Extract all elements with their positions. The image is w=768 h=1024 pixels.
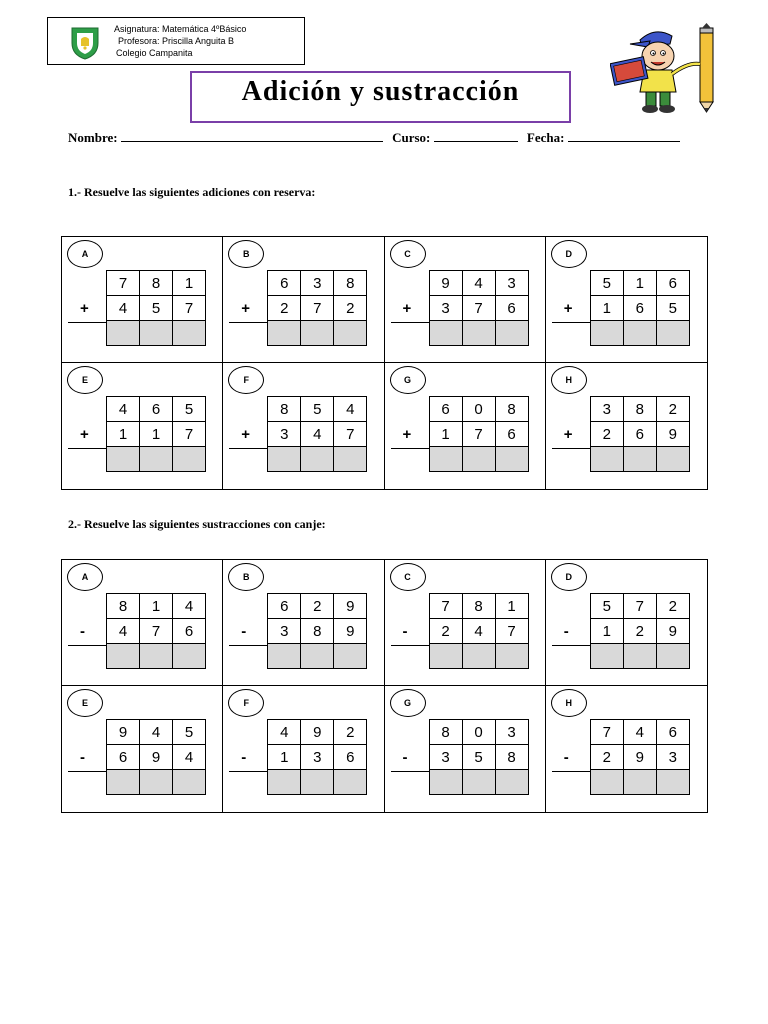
operator-sign: - bbox=[402, 623, 408, 640]
problem-cell bbox=[385, 560, 546, 686]
answer-cell[interactable] bbox=[495, 644, 528, 669]
top-number-row bbox=[107, 271, 206, 296]
answer-row bbox=[590, 321, 689, 346]
name-field[interactable] bbox=[121, 130, 383, 142]
answer-cell[interactable] bbox=[140, 321, 173, 346]
problem-letter: H bbox=[551, 366, 587, 394]
problem-letter: C bbox=[390, 563, 426, 591]
problem-letter: A bbox=[67, 563, 103, 591]
digit-cell: 0 bbox=[462, 397, 495, 422]
answer-cell[interactable] bbox=[429, 644, 462, 669]
digit-cell: 2 bbox=[301, 594, 334, 619]
digit-cell: 7 bbox=[107, 271, 140, 296]
result-line bbox=[68, 771, 106, 772]
digit-cell: 4 bbox=[462, 271, 495, 296]
digit-cell: 9 bbox=[656, 619, 689, 644]
problem-letter: E bbox=[67, 689, 103, 717]
digit-cell: 2 bbox=[656, 594, 689, 619]
answer-cell[interactable] bbox=[301, 321, 334, 346]
digit-cell: 8 bbox=[495, 745, 528, 770]
bottom-number-row bbox=[590, 745, 689, 770]
answer-row bbox=[429, 447, 528, 472]
answer-cell[interactable] bbox=[173, 447, 206, 472]
digit-cell: 5 bbox=[590, 594, 623, 619]
digit-cell: 3 bbox=[268, 619, 301, 644]
digit-cell: 6 bbox=[656, 720, 689, 745]
digit-cell: 1 bbox=[623, 271, 656, 296]
student-pencil-icon bbox=[610, 22, 725, 114]
problem-cell bbox=[546, 363, 707, 489]
digit-cell: 1 bbox=[495, 594, 528, 619]
school-label: Colegio Campanita bbox=[116, 48, 193, 58]
answer-cell[interactable] bbox=[268, 770, 301, 795]
student-info-row bbox=[68, 130, 686, 146]
operator-sign: - bbox=[563, 623, 569, 640]
digit-table bbox=[429, 593, 529, 669]
digit-cell: 7 bbox=[429, 594, 462, 619]
answer-row bbox=[268, 321, 367, 346]
result-line bbox=[552, 645, 590, 646]
digit-cell: 2 bbox=[656, 397, 689, 422]
result-line bbox=[229, 448, 267, 449]
digit-cell: 7 bbox=[495, 619, 528, 644]
result-line bbox=[552, 771, 590, 772]
digit-table bbox=[106, 593, 206, 669]
digit-table bbox=[590, 396, 690, 472]
answer-cell[interactable] bbox=[462, 447, 495, 472]
result-line bbox=[68, 322, 106, 323]
school-crest-icon bbox=[68, 25, 102, 61]
answer-cell[interactable] bbox=[495, 321, 528, 346]
teacher-label: Profesora: Priscilla Anguita B bbox=[118, 36, 235, 46]
bottom-number-row bbox=[107, 296, 206, 321]
operator-sign: + bbox=[563, 300, 573, 317]
digit-cell: 7 bbox=[462, 296, 495, 321]
answer-cell[interactable] bbox=[495, 447, 528, 472]
digit-cell: 3 bbox=[301, 271, 334, 296]
result-line bbox=[391, 771, 429, 772]
problem-letter: G bbox=[390, 689, 426, 717]
problem-letter: G bbox=[390, 366, 426, 394]
bottom-number-row bbox=[429, 422, 528, 447]
digit-cell: 5 bbox=[301, 397, 334, 422]
result-line bbox=[229, 645, 267, 646]
result-line bbox=[391, 322, 429, 323]
answer-cell[interactable] bbox=[334, 321, 367, 346]
result-line bbox=[68, 448, 106, 449]
result-line bbox=[391, 448, 429, 449]
digit-table bbox=[429, 270, 529, 346]
top-number-row bbox=[268, 397, 367, 422]
answer-cell[interactable] bbox=[301, 644, 334, 669]
digit-cell: 3 bbox=[495, 720, 528, 745]
answer-cell[interactable] bbox=[623, 644, 656, 669]
digit-table bbox=[590, 593, 690, 669]
top-number-row bbox=[429, 397, 528, 422]
digit-table bbox=[267, 396, 367, 472]
top-number-row bbox=[590, 271, 689, 296]
answer-row bbox=[429, 321, 528, 346]
answer-cell[interactable] bbox=[656, 770, 689, 795]
bottom-number-row bbox=[107, 745, 206, 770]
top-number-row bbox=[590, 720, 689, 745]
bottom-number-row bbox=[268, 296, 367, 321]
top-number-row bbox=[268, 271, 367, 296]
digit-cell: 6 bbox=[623, 296, 656, 321]
digit-table bbox=[267, 719, 367, 795]
problem-cell bbox=[223, 560, 384, 686]
digit-cell: 5 bbox=[656, 296, 689, 321]
problem-letter: D bbox=[551, 563, 587, 591]
digit-cell: 8 bbox=[623, 397, 656, 422]
digit-cell: 4 bbox=[107, 296, 140, 321]
digit-cell: 9 bbox=[334, 594, 367, 619]
operator-sign: - bbox=[563, 749, 569, 766]
digit-cell: 5 bbox=[590, 271, 623, 296]
answer-row bbox=[268, 447, 367, 472]
digit-cell: 7 bbox=[623, 594, 656, 619]
answer-cell[interactable] bbox=[301, 770, 334, 795]
answer-row bbox=[590, 447, 689, 472]
bottom-number-row bbox=[590, 422, 689, 447]
digit-cell: 2 bbox=[590, 422, 623, 447]
digit-cell: 7 bbox=[590, 720, 623, 745]
bottom-number-row bbox=[107, 619, 206, 644]
digit-cell: 7 bbox=[173, 422, 206, 447]
answer-cell[interactable] bbox=[590, 644, 623, 669]
answer-cell[interactable] bbox=[656, 644, 689, 669]
digit-cell: 3 bbox=[495, 271, 528, 296]
digit-table bbox=[106, 270, 206, 346]
digit-cell: 3 bbox=[301, 745, 334, 770]
problem-cell bbox=[385, 686, 546, 812]
top-number-row bbox=[268, 594, 367, 619]
answer-cell[interactable] bbox=[462, 770, 495, 795]
operator-sign: + bbox=[80, 300, 89, 317]
operator-sign: - bbox=[402, 749, 408, 766]
top-number-row bbox=[590, 594, 689, 619]
answer-cell[interactable] bbox=[107, 644, 140, 669]
subtraction-instruction: 2.- Resuelve las siguientes sustracciones con canje: bbox=[68, 517, 326, 531]
digit-table bbox=[429, 719, 529, 795]
digit-cell: 7 bbox=[173, 296, 206, 321]
problem-cell bbox=[223, 237, 384, 363]
operator-sign: + bbox=[80, 426, 89, 443]
answer-cell[interactable] bbox=[429, 447, 462, 472]
digit-cell: 8 bbox=[334, 271, 367, 296]
digit-cell: 1 bbox=[268, 745, 301, 770]
digit-cell: 8 bbox=[301, 619, 334, 644]
operator-sign: - bbox=[241, 749, 247, 766]
answer-cell[interactable] bbox=[173, 644, 206, 669]
operator-sign: + bbox=[241, 426, 251, 443]
bottom-number-row bbox=[107, 422, 206, 447]
subject-label: Asignatura: Matemática 4ºBásico bbox=[114, 24, 247, 34]
header-lines bbox=[114, 23, 246, 59]
digit-cell: 9 bbox=[429, 271, 462, 296]
course-field[interactable] bbox=[434, 130, 518, 142]
digit-cell: 4 bbox=[140, 720, 173, 745]
answer-row bbox=[590, 644, 689, 669]
answer-cell[interactable] bbox=[107, 447, 140, 472]
digit-cell: 5 bbox=[173, 720, 206, 745]
result-line bbox=[229, 322, 267, 323]
problem-cell bbox=[546, 686, 707, 812]
result-line bbox=[68, 645, 106, 646]
top-number-row bbox=[590, 397, 689, 422]
problem-cell bbox=[62, 237, 223, 363]
problem-cell bbox=[385, 237, 546, 363]
answer-cell[interactable] bbox=[334, 644, 367, 669]
digit-cell: 4 bbox=[173, 594, 206, 619]
problem-letter: D bbox=[551, 240, 587, 268]
problem-cell bbox=[223, 686, 384, 812]
answer-row bbox=[429, 644, 528, 669]
result-line bbox=[552, 448, 590, 449]
digit-table bbox=[106, 719, 206, 795]
digit-cell: 9 bbox=[334, 619, 367, 644]
answer-cell[interactable] bbox=[623, 321, 656, 346]
answer-cell[interactable] bbox=[107, 321, 140, 346]
answer-cell[interactable] bbox=[268, 447, 301, 472]
operator-sign: - bbox=[80, 749, 85, 766]
digit-cell: 6 bbox=[173, 619, 206, 644]
digit-cell: 5 bbox=[140, 296, 173, 321]
problem-letter: A bbox=[67, 240, 103, 268]
answer-cell[interactable] bbox=[429, 770, 462, 795]
answer-row bbox=[268, 770, 367, 795]
date-field[interactable] bbox=[568, 130, 680, 142]
result-line bbox=[552, 322, 590, 323]
answer-row bbox=[429, 770, 528, 795]
digit-cell: 9 bbox=[656, 422, 689, 447]
digit-cell: 4 bbox=[173, 745, 206, 770]
digit-cell: 1 bbox=[590, 619, 623, 644]
digit-cell: 4 bbox=[107, 397, 140, 422]
answer-cell[interactable] bbox=[462, 321, 495, 346]
digit-cell: 4 bbox=[301, 422, 334, 447]
digit-cell: 6 bbox=[268, 594, 301, 619]
operator-sign: + bbox=[402, 426, 412, 443]
answer-cell[interactable] bbox=[173, 770, 206, 795]
top-number-row bbox=[107, 720, 206, 745]
top-number-row bbox=[429, 271, 528, 296]
answer-cell[interactable] bbox=[334, 770, 367, 795]
operator-sign: - bbox=[241, 623, 247, 640]
result-line bbox=[229, 771, 267, 772]
answer-cell[interactable] bbox=[495, 770, 528, 795]
bottom-number-row bbox=[429, 296, 528, 321]
problem-cell bbox=[62, 363, 223, 489]
bottom-number-row bbox=[429, 619, 528, 644]
digit-cell: 4 bbox=[268, 720, 301, 745]
problem-cell bbox=[223, 363, 384, 489]
digit-cell: 0 bbox=[462, 720, 495, 745]
digit-cell: 9 bbox=[140, 745, 173, 770]
digit-cell: 4 bbox=[107, 619, 140, 644]
digit-cell: 2 bbox=[334, 720, 367, 745]
digit-cell: 6 bbox=[334, 745, 367, 770]
answer-row bbox=[107, 447, 206, 472]
addition-grid bbox=[61, 236, 708, 490]
digit-cell: 5 bbox=[462, 745, 495, 770]
digit-cell: 5 bbox=[173, 397, 206, 422]
digit-cell: 8 bbox=[429, 720, 462, 745]
digit-table bbox=[267, 593, 367, 669]
digit-cell: 4 bbox=[462, 619, 495, 644]
digit-table bbox=[590, 270, 690, 346]
digit-table bbox=[267, 270, 367, 346]
digit-cell: 6 bbox=[107, 745, 140, 770]
answer-cell[interactable] bbox=[623, 447, 656, 472]
digit-cell: 7 bbox=[140, 619, 173, 644]
digit-cell: 3 bbox=[268, 422, 301, 447]
answer-cell[interactable] bbox=[140, 770, 173, 795]
page-title: Adición y sustracción bbox=[241, 76, 520, 107]
digit-cell: 6 bbox=[495, 296, 528, 321]
answer-cell[interactable] bbox=[590, 770, 623, 795]
top-number-row bbox=[107, 594, 206, 619]
digit-cell: 6 bbox=[656, 271, 689, 296]
problem-letter: F bbox=[228, 366, 264, 394]
digit-cell: 8 bbox=[495, 397, 528, 422]
bottom-number-row bbox=[268, 745, 367, 770]
top-number-row bbox=[429, 720, 528, 745]
digit-cell: 1 bbox=[173, 271, 206, 296]
course-label: Curso: bbox=[392, 130, 431, 145]
answer-row bbox=[107, 770, 206, 795]
digit-cell: 6 bbox=[495, 422, 528, 447]
answer-cell[interactable] bbox=[429, 321, 462, 346]
digit-cell: 2 bbox=[429, 619, 462, 644]
top-number-row bbox=[107, 397, 206, 422]
answer-row bbox=[590, 770, 689, 795]
problem-cell bbox=[62, 686, 223, 812]
digit-cell: 1 bbox=[140, 422, 173, 447]
digit-cell: 8 bbox=[140, 271, 173, 296]
answer-row bbox=[107, 644, 206, 669]
digit-cell: 7 bbox=[301, 296, 334, 321]
title-box bbox=[190, 71, 571, 123]
bottom-number-row bbox=[268, 619, 367, 644]
answer-cell[interactable] bbox=[268, 644, 301, 669]
problem-letter: E bbox=[67, 366, 103, 394]
problem-letter: F bbox=[228, 689, 264, 717]
top-number-row bbox=[268, 720, 367, 745]
answer-cell[interactable] bbox=[656, 447, 689, 472]
addition-instruction: 1.- Resuelve las siguientes adiciones con reserva: bbox=[68, 185, 316, 199]
answer-cell[interactable] bbox=[623, 770, 656, 795]
digit-cell: 2 bbox=[334, 296, 367, 321]
digit-cell: 2 bbox=[623, 619, 656, 644]
digit-cell: 9 bbox=[623, 745, 656, 770]
digit-cell: 6 bbox=[623, 422, 656, 447]
answer-cell[interactable] bbox=[462, 644, 495, 669]
result-line bbox=[391, 645, 429, 646]
digit-cell: 3 bbox=[429, 296, 462, 321]
digit-table bbox=[106, 396, 206, 472]
problem-letter: B bbox=[228, 240, 264, 268]
digit-cell: 1 bbox=[590, 296, 623, 321]
digit-cell: 6 bbox=[140, 397, 173, 422]
digit-cell: 1 bbox=[140, 594, 173, 619]
answer-cell[interactable] bbox=[268, 321, 301, 346]
digit-cell: 6 bbox=[268, 271, 301, 296]
problem-letter: C bbox=[390, 240, 426, 268]
answer-cell[interactable] bbox=[173, 321, 206, 346]
digit-table bbox=[590, 719, 690, 795]
answer-cell[interactable] bbox=[140, 644, 173, 669]
problem-letter: B bbox=[228, 563, 264, 591]
date-label: Fecha: bbox=[526, 130, 565, 145]
digit-cell: 3 bbox=[656, 745, 689, 770]
digit-cell: 2 bbox=[590, 745, 623, 770]
answer-cell[interactable] bbox=[590, 447, 623, 472]
digit-cell: 3 bbox=[429, 745, 462, 770]
digit-cell: 6 bbox=[429, 397, 462, 422]
digit-cell: 4 bbox=[334, 397, 367, 422]
digit-cell: 1 bbox=[429, 422, 462, 447]
digit-cell: 7 bbox=[334, 422, 367, 447]
bottom-number-row bbox=[590, 619, 689, 644]
problem-cell bbox=[385, 363, 546, 489]
answer-cell[interactable] bbox=[590, 321, 623, 346]
digit-cell: 8 bbox=[107, 594, 140, 619]
digit-cell: 3 bbox=[590, 397, 623, 422]
operator-sign: + bbox=[563, 426, 573, 443]
name-label: Nombre: bbox=[68, 130, 118, 145]
operator-sign: + bbox=[241, 300, 251, 317]
digit-cell: 9 bbox=[301, 720, 334, 745]
digit-table bbox=[429, 396, 529, 472]
operator-sign: + bbox=[402, 300, 412, 317]
problem-cell bbox=[546, 560, 707, 686]
answer-cell[interactable] bbox=[301, 447, 334, 472]
digit-cell: 1 bbox=[107, 422, 140, 447]
answer-cell[interactable] bbox=[656, 321, 689, 346]
digit-cell: 2 bbox=[268, 296, 301, 321]
digit-cell: 9 bbox=[107, 720, 140, 745]
top-number-row bbox=[429, 594, 528, 619]
bottom-number-row bbox=[429, 745, 528, 770]
subtraction-grid bbox=[61, 559, 708, 813]
answer-cell[interactable] bbox=[107, 770, 140, 795]
digit-cell: 4 bbox=[623, 720, 656, 745]
operator-sign: - bbox=[80, 623, 85, 640]
problem-cell bbox=[62, 560, 223, 686]
problem-letter: H bbox=[551, 689, 587, 717]
answer-cell[interactable] bbox=[334, 447, 367, 472]
bottom-number-row bbox=[590, 296, 689, 321]
digit-cell: 7 bbox=[462, 422, 495, 447]
answer-cell[interactable] bbox=[140, 447, 173, 472]
answer-row bbox=[268, 644, 367, 669]
bottom-number-row bbox=[268, 422, 367, 447]
digit-cell: 8 bbox=[462, 594, 495, 619]
answer-row bbox=[107, 321, 206, 346]
school-header bbox=[47, 17, 305, 65]
problem-cell bbox=[546, 237, 707, 363]
digit-cell: 8 bbox=[268, 397, 301, 422]
